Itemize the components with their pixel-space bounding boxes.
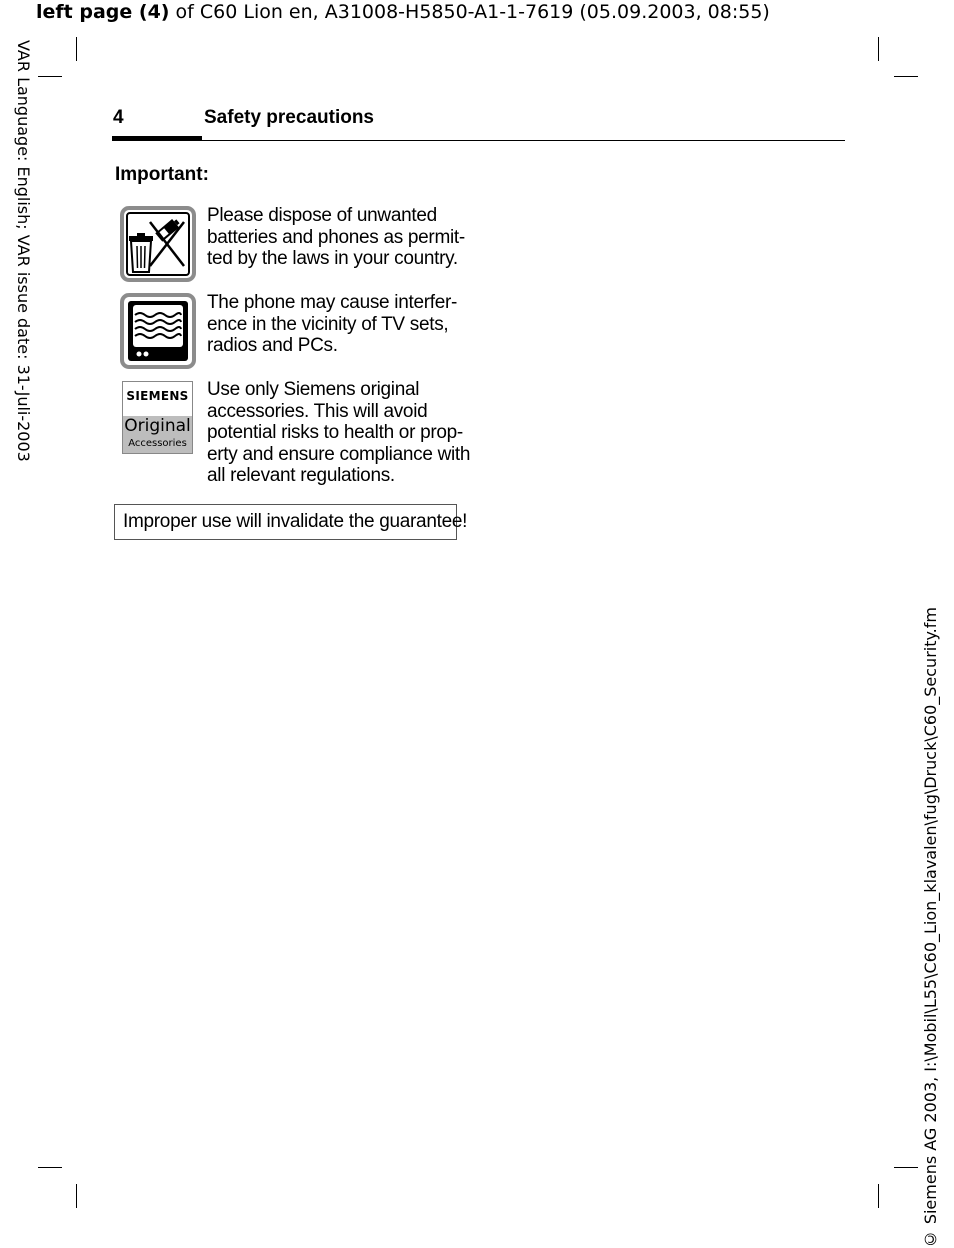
siemens-original-accessories-logo — [122, 381, 193, 454]
disposal-text — [207, 205, 465, 270]
text-line: radios and PCs. — [207, 335, 338, 356]
text-line: erty and ensure compliance with — [207, 443, 471, 465]
text-line: Please dispose of unwanted — [207, 205, 437, 226]
print-header-page: left page (4) — [36, 1, 170, 23]
text-line: potential risks to health or prop- — [207, 422, 463, 443]
crop-mark — [76, 37, 77, 61]
language-issue-note: VAR Language: English; VAR issue date: 31-Juli-2003 — [14, 40, 33, 462]
text-line: ted by the laws in your country. — [207, 248, 458, 269]
page-number: 4 — [113, 107, 124, 128]
interference-text — [207, 292, 459, 357]
accessories-text — [207, 379, 471, 487]
print-header-details: of C60 Lion en, A31008-H5850-A1-1-7619 (05.09.2003, 08:55) — [169, 1, 770, 23]
tv-interference-icon — [120, 293, 196, 374]
text-line: The phone may cause interfer- — [207, 292, 458, 313]
important-heading: Important: — [115, 164, 209, 185]
header-rule — [202, 140, 845, 141]
battery-disposal-icon — [120, 206, 196, 287]
print-header — [36, 1, 770, 23]
text-line: all relevant regulations. — [207, 465, 395, 486]
page-title: Safety precautions — [204, 107, 374, 128]
crop-mark — [38, 1167, 62, 1168]
crop-mark — [894, 1167, 918, 1168]
header-rule-thick — [112, 136, 202, 141]
crop-mark — [38, 76, 62, 77]
logo-original: Original — [124, 416, 191, 436]
text-line: batteries and phones as permit- — [207, 226, 465, 248]
text-line: ence in the vicinity of TV sets, — [207, 313, 449, 335]
crop-mark — [894, 76, 918, 77]
guarantee-notice: Improper use will invalidate the guarantee! — [114, 504, 457, 540]
crop-mark — [878, 1184, 879, 1208]
text-line: Use only Siemens original — [207, 379, 420, 400]
file-path-note: © Siemens AG 2003, I:\Mobil\L55\C60_Lion_klavalen\fug\Druck\C60_Security.fm — [921, 606, 940, 1248]
logo-brand: SIEMENS — [126, 389, 189, 403]
text-line: accessories. This will avoid — [207, 400, 428, 422]
crop-mark — [878, 37, 879, 61]
logo-accessories: Accessories — [128, 438, 187, 449]
crop-mark — [76, 1184, 77, 1208]
